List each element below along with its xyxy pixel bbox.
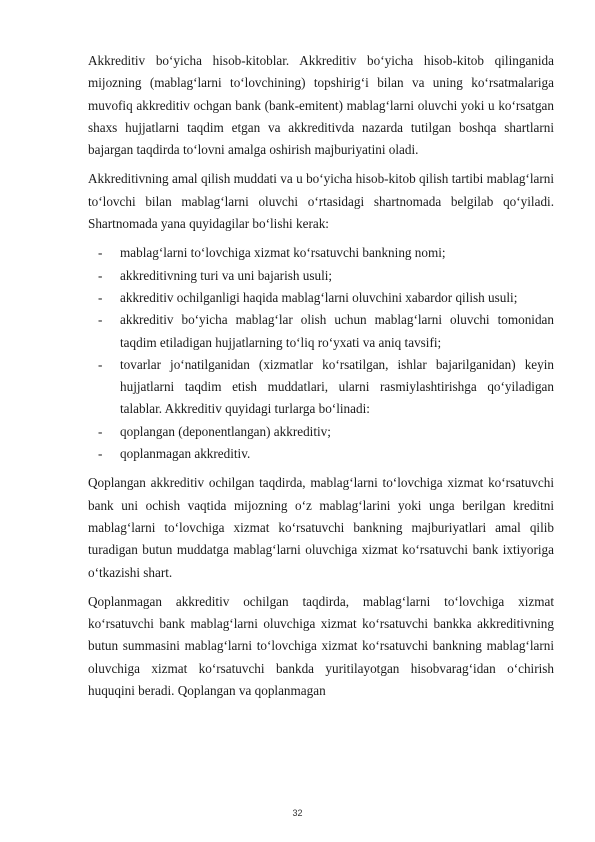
list-dash: - bbox=[98, 423, 103, 439]
paragraph-letter-of-credit-intro: Akkreditiv bo‘yicha hisob-kitoblar. Akkreditiv bo‘yicha hisob-kitob qilinganida mijozning (mablag‘larni to‘lovchining) topshirig‘i bilan va uning ko‘rsatmalariga muvofiq akkreditiv ochgan bank (bank-emitent) mablag‘larni oluvchi yoki u ko‘rsatgan shaxs hujjatlarni taqdim etgan va akkreditivda nazarda tutilgan boshqa shartlarni bajargan taqdirda to‘lovni amalga oshirish majburiyatini oladi. bbox=[88, 53, 554, 158]
list-dash: - bbox=[98, 289, 103, 305]
page-number: 32 bbox=[292, 808, 303, 818]
document-page bbox=[88, 50, 554, 709]
paragraph-contract-terms: Akkreditivning amal qilish muddati va u bo‘yicha hisob-kitob qilish tartibi mablag‘larni to‘lovchi bilan mablag‘larni oluvchi o‘rtasidagi shartnomada belgilab qo‘yiladi. Shartnomada yana quyidagilar bo‘lishi kerak: bbox=[88, 171, 554, 232]
list-item-text: akkreditiv bo‘yicha mablag‘lar olish uchun mablag‘larni oluvchi tomonidan taqdim etiladigan hujjatlarning to‘liq ro‘yxati va aniq tavsifi; bbox=[120, 312, 554, 350]
contract-requirements-list bbox=[88, 242, 554, 465]
list-dash: - bbox=[98, 356, 103, 372]
list-dash: - bbox=[98, 312, 103, 328]
list-item bbox=[88, 265, 554, 287]
list-item-text: tovarlar jo‘natilganidan (xizmatlar ko‘rsatilgan, ishlar bajarilganidan) keyin hujjatlarni taqdim etish muddatlari, ularni rasmiylashtirishga qo‘yiladigan talablar. Akkreditiv quyidagi turlarga bo‘linadi: bbox=[120, 356, 554, 417]
list-dash: - bbox=[98, 267, 103, 283]
list-item bbox=[88, 242, 554, 264]
list-item bbox=[88, 287, 554, 309]
list-dash: - bbox=[98, 245, 103, 261]
list-item-text: qoplangan (deponentlangan) akkreditiv; bbox=[120, 423, 331, 439]
list-item-text: akkreditivning turi va uni bajarish usuli; bbox=[120, 267, 333, 283]
list-item bbox=[88, 421, 554, 443]
list-item bbox=[88, 354, 554, 421]
list-item-text: qoplanmagan akkreditiv. bbox=[120, 446, 251, 462]
paragraph-covered-letter-of-credit: Qoplangan akkreditiv ochilgan taqdirda, mablag‘larni to‘lovchiga xizmat ko‘rsatuvchi bank uni ochish vaqtida mijozning o‘z mablag‘larini yoki unga berilgan kreditni mablag‘larni to‘lovchiga xizmat ko‘rsatuvchi bankning majburiyatlari amal qilib turadigan butun muddatga mablag‘larni oluvchiga xizmat ko‘rsatuvchi bank ixtiyoriga o‘tkazishi shart. bbox=[88, 475, 554, 580]
list-dash: - bbox=[98, 446, 103, 462]
list-item bbox=[88, 309, 554, 354]
list-item-text: mablag‘larni to‘lovchiga xizmat ko‘rsatuvchi bankning nomi; bbox=[120, 245, 446, 261]
paragraph-uncovered-letter-of-credit: Qoplanmagan akkreditiv ochilgan taqdirda, mablag‘larni to‘lovchiga xizmat ko‘rsatuvchi bank mablag‘larni oluvchiga xizmat ko‘rsatuvchi bankka akkreditivning butun summasini mablag‘larni to‘lovchiga xizmat ko‘rsatuvchi bankning mablag‘larni oluvchiga xizmat ko‘rsatuvchi bankda yuritilayotgan hisobvarag‘idan o‘chirish huquqini beradi. Qoplangan va qoplanmagan bbox=[88, 593, 554, 699]
list-item-text: akkreditiv ochilganligi haqida mablag‘larni oluvchini xabardor qilish usuli; bbox=[120, 289, 518, 305]
list-item bbox=[88, 443, 554, 465]
